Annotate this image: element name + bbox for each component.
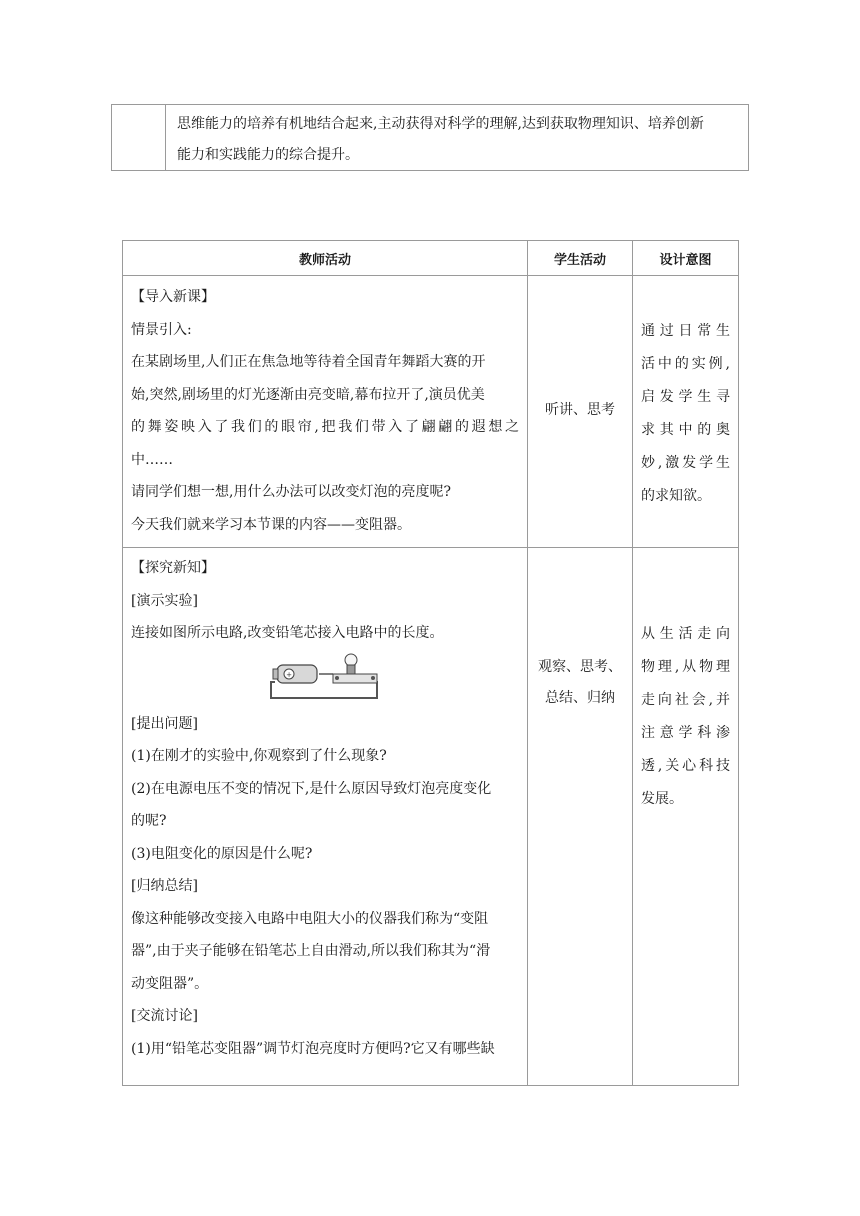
teacher-text-line: [交流讨论] — [131, 1008, 198, 1024]
teacher-text-line: 的呢? — [131, 813, 167, 829]
intent-line: 妙,激发学生 — [641, 455, 730, 471]
teacher-text-line: 器”,由于夹子能够在铅笔芯上自由滑动,所以我们称其为“滑 — [131, 943, 491, 959]
intent-line: 发展。 — [641, 791, 683, 807]
section-heading-intro: 【导入新课】 — [131, 289, 215, 305]
teacher-text-line: 始,突然,剧场里的灯光逐渐由亮变暗,幕布拉开了,演员优美 — [131, 386, 485, 403]
svg-text:+: + — [286, 670, 292, 679]
design-intent-cell — [633, 275, 738, 547]
intent-line: 求其中的奥 — [641, 422, 730, 438]
teacher-text-line: 情景引入: — [131, 321, 192, 338]
table-header-row — [123, 241, 738, 276]
teacher-text-line: 中…… — [131, 451, 173, 468]
intent-line: 注意学科渗 — [641, 725, 730, 741]
header-teacher-activity: 教师活动 — [123, 241, 528, 275]
teacher-activity-cell — [123, 546, 528, 1086]
teacher-text-line: (1)在刚才的实验中,你观察到了什么现象? — [131, 748, 387, 764]
intro-line: 能力和实践能力的综合提升。 — [177, 147, 359, 163]
section-heading-explore: 【探究新知】 — [131, 560, 215, 576]
intent-line: 透,关心科技 — [641, 758, 730, 774]
intent-line: 物理,从物理 — [641, 659, 730, 675]
intro-label-cell — [112, 105, 166, 170]
intent-line: 启发学生寻 — [641, 389, 730, 405]
intent-line: 从生活走向 — [641, 626, 730, 642]
student-activity-cell — [528, 546, 633, 1086]
student-activity-text: 听讲、思考 — [545, 402, 615, 418]
teacher-text-line: [演示实验] — [131, 592, 198, 609]
lesson-table — [122, 240, 739, 1086]
circuit-diagram — [267, 652, 383, 704]
header-student-activity: 学生活动 — [528, 241, 633, 275]
header-design-intent: 设计意图 — [659, 252, 712, 268]
intent-line: 通过日常生 — [641, 323, 730, 339]
intro-text-cell — [166, 105, 748, 170]
teacher-text-line: (1)用“铅笔芯变阻器”调节灯泡亮度时方便吗?它又有哪些缺 — [131, 1040, 495, 1057]
table-row — [123, 546, 738, 1086]
student-activity-line: 观察、思考、 — [538, 659, 622, 675]
teacher-text-line: 连接如图所示电路,改变铅笔芯接入电路中的长度。 — [131, 625, 444, 641]
student-activity-line: 总结、归纳 — [545, 690, 615, 706]
design-intent-cell — [633, 546, 738, 1086]
table-row — [123, 275, 738, 548]
teacher-text-line: 请同学们想一想,用什么办法可以改变灯泡的亮度呢? — [131, 484, 451, 500]
intent-line: 活中的实例, — [641, 356, 730, 372]
intro-line: 思维能力的培养有机地结合起来,主动获得对科学的理解,达到获取物理知识、培养创新 — [177, 116, 704, 132]
intent-line: 的求知欲。 — [641, 488, 711, 504]
intro-table — [111, 104, 749, 171]
teacher-text-line: [归纳总结] — [131, 878, 198, 894]
teacher-text-line: 今天我们就来学习本节课的内容——变阻器。 — [131, 516, 411, 533]
teacher-text-line: (2)在电源电压不变的情况下,是什么原因导致灯泡亮度变化 — [131, 780, 492, 797]
student-activity-cell — [528, 275, 633, 547]
teacher-text-line: 在某剧场里,人们正在焦急地等待着全国青年舞蹈大赛的开 — [131, 354, 486, 370]
teacher-text-line: 像这种能够改变接入电路中电阻大小的仪器我们称为“变阻 — [131, 910, 489, 927]
teacher-text-line: 动变阻器”。 — [131, 975, 209, 992]
teacher-text-line: [提出问题] — [131, 715, 198, 732]
teacher-text-line: 的舞姿映入了我们的眼帘,把我们带入了翩翩的遐想之 — [131, 419, 519, 435]
teacher-activity-cell — [123, 275, 528, 547]
teacher-text-line: (3)电阻变化的原因是什么呢? — [131, 845, 313, 862]
intent-line: 走向社会,并 — [641, 692, 730, 708]
